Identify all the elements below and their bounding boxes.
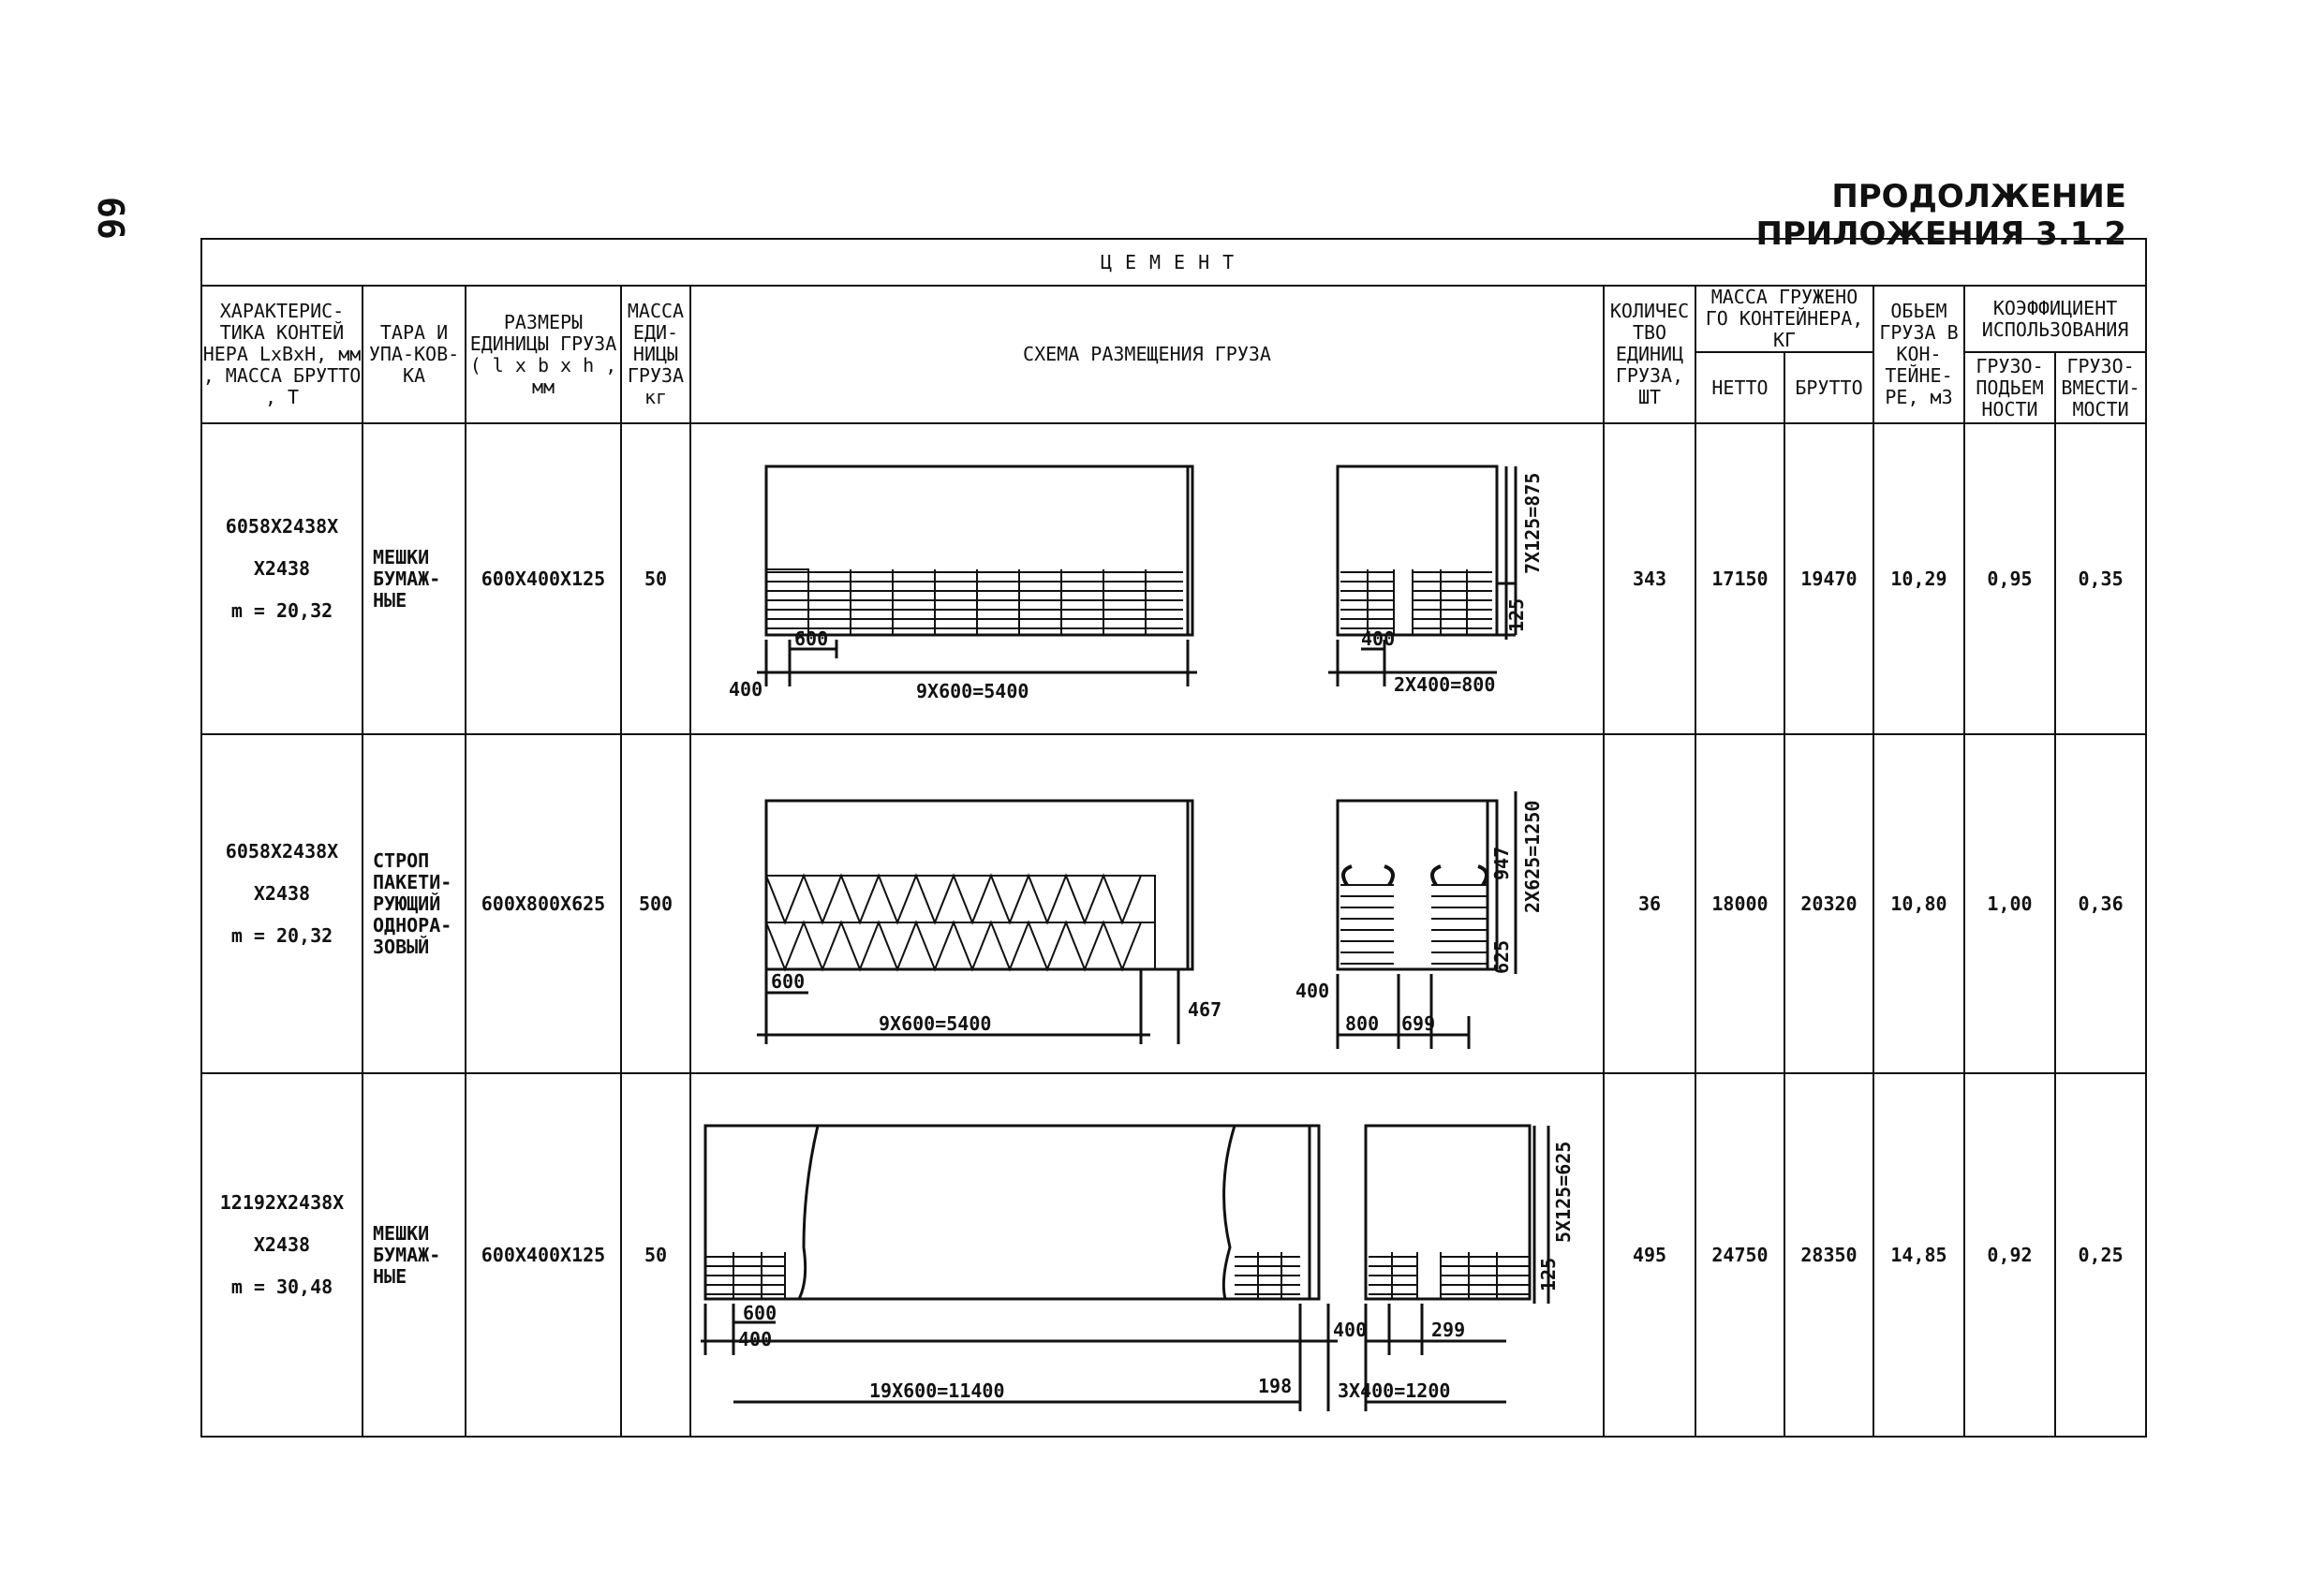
packaging-cell: МЕШКИ БУМАЖ-НЫЕ — [363, 423, 466, 734]
table-title: ЦЕМЕНТ — [201, 239, 2146, 286]
page-number: 66 — [90, 197, 131, 240]
brutto-cell: 28350 — [1784, 1073, 1873, 1437]
coef-capacity-cell: 0,35 — [2055, 423, 2146, 734]
header-mass-group: МАССА ГРУЖЕНО ГО КОНТЕЙНЕРА, КГ — [1695, 286, 1873, 352]
volume-cell: 10,80 — [1873, 734, 1964, 1073]
table-row — [201, 734, 2146, 1073]
loading-scheme-1 — [691, 424, 1604, 733]
header-unit-size: РАЗМЕРЫ ЕДИНИЦЫ ГРУЗА ( l x b x h , мм — [466, 286, 621, 423]
header-volume: ОБЬЕМ ГРУЗА В КОН-ТЕЙНЕ-РЕ, м3 — [1873, 286, 1964, 423]
header-quantity: КОЛИЧЕС ТВО ЕДИНИЦ ГРУЗА, ШТ — [1604, 286, 1695, 423]
container-cell: 12192X2438X X2438 m = 30,48 — [201, 1073, 363, 1437]
dim-label: 600 — [771, 970, 806, 993]
cement-table — [200, 238, 2147, 1438]
volume-cell: 10,29 — [1873, 423, 1964, 734]
scheme-cell — [690, 1073, 1604, 1437]
dim-label: 600 — [794, 627, 829, 650]
unit-size-cell: 600X400X125 — [466, 1073, 621, 1437]
volume-cell: 14,85 — [1873, 1073, 1964, 1437]
quantity-cell: 36 — [1604, 734, 1695, 1073]
dim-label: 400 — [729, 678, 763, 701]
container-cell: 6058X2438X X2438 m = 20,32 — [201, 423, 363, 734]
dim-label: 7X125=875 — [1521, 472, 1544, 574]
dim-label: 625 — [1490, 939, 1513, 974]
netto-cell: 24750 — [1695, 1073, 1784, 1437]
coef-lift-cell: 0,95 — [1964, 423, 2055, 734]
dim-label: 3X400=1200 — [1338, 1379, 1451, 1402]
dim-label: 400 — [1333, 1319, 1368, 1341]
coef-lift-cell: 1,00 — [1964, 734, 2055, 1073]
netto-cell: 17150 — [1695, 423, 1784, 734]
header-packaging: ТАРА И УПА-КОВ-КА — [363, 286, 466, 423]
scheme-cell — [690, 423, 1604, 734]
unit-mass-cell: 50 — [621, 1073, 690, 1437]
header-container: ХАРАКТЕРИС-ТИКА КОНТЕЙ НЕРА LxBxH, мм , МАССА БРУТТО , Т — [201, 286, 363, 423]
netto-cell: 18000 — [1695, 734, 1784, 1073]
header-coef-lift: ГРУЗО-ПОДЬЕМ НОСТИ — [1964, 352, 2055, 423]
loading-scheme-2 — [691, 735, 1604, 1072]
table-row — [201, 1073, 2146, 1437]
dim-label: 947 — [1490, 846, 1513, 880]
header-coef-capacity: ГРУЗО-ВМЕСТИ-МОСТИ — [2055, 352, 2146, 423]
page-heading: ПРОДОЛЖЕНИЕ ПРИЛОЖЕНИЯ 3.1.2 — [1755, 178, 2126, 253]
container-cell: 6058X2438X X2438 m = 20,32 — [201, 734, 363, 1073]
dim-label: 5X125=625 — [1552, 1141, 1575, 1243]
dim-label: 699 — [1401, 1012, 1436, 1035]
quantity-cell: 343 — [1604, 423, 1695, 734]
dim-label: 600 — [743, 1302, 777, 1324]
brutto-cell: 19470 — [1784, 423, 1873, 734]
dim-label: 400 — [1295, 980, 1330, 1002]
table-row — [201, 423, 2146, 734]
dim-label: 400 — [738, 1328, 773, 1350]
unit-size-cell: 600X800X625 — [466, 734, 621, 1073]
dim-label: 9X600=5400 — [916, 680, 1029, 702]
dim-label: 800 — [1345, 1012, 1380, 1035]
coef-lift-cell: 0,92 — [1964, 1073, 2055, 1437]
scheme-cell — [690, 734, 1604, 1073]
unit-mass-cell: 50 — [621, 423, 690, 734]
loading-scheme-3 — [691, 1074, 1604, 1436]
dim-label: 125 — [1505, 597, 1528, 632]
dim-label: 400 — [1361, 627, 1396, 650]
dim-label: 198 — [1258, 1375, 1293, 1397]
dim-label: 467 — [1188, 998, 1222, 1021]
unit-mass-cell: 500 — [621, 734, 690, 1073]
dim-label: 9X600=5400 — [879, 1012, 992, 1035]
header-scheme: СХЕМА РАЗМЕЩЕНИЯ ГРУЗА — [690, 286, 1604, 423]
dim-label: 299 — [1431, 1319, 1466, 1341]
unit-size-cell: 600X400X125 — [466, 423, 621, 734]
brutto-cell: 20320 — [1784, 734, 1873, 1073]
header-coef-group: КОЭФФИЦИЕНТ ИСПОЛЬЗОВАНИЯ — [1964, 286, 2146, 352]
coef-capacity-cell: 0,36 — [2055, 734, 2146, 1073]
packaging-cell: СТРОП ПАКЕТИ-РУЮЩИЙ ОДНОРА-ЗОВЫЙ — [363, 734, 466, 1073]
header-unit-mass: МАССА ЕДИ-НИЦЫ ГРУЗА кг — [621, 286, 690, 423]
dim-label: 19X600=11400 — [869, 1379, 1005, 1402]
dim-label: 125 — [1537, 1257, 1560, 1291]
packaging-cell: МЕШКИ БУМАЖ-НЫЕ — [363, 1073, 466, 1437]
coef-capacity-cell: 0,25 — [2055, 1073, 2146, 1437]
header-brutto: БРУТТО — [1784, 352, 1873, 423]
quantity-cell: 495 — [1604, 1073, 1695, 1437]
dim-label: 2X625=1250 — [1521, 800, 1544, 913]
dim-label: 2X400=800 — [1394, 673, 1496, 696]
header-netto: НЕТТО — [1695, 352, 1784, 423]
